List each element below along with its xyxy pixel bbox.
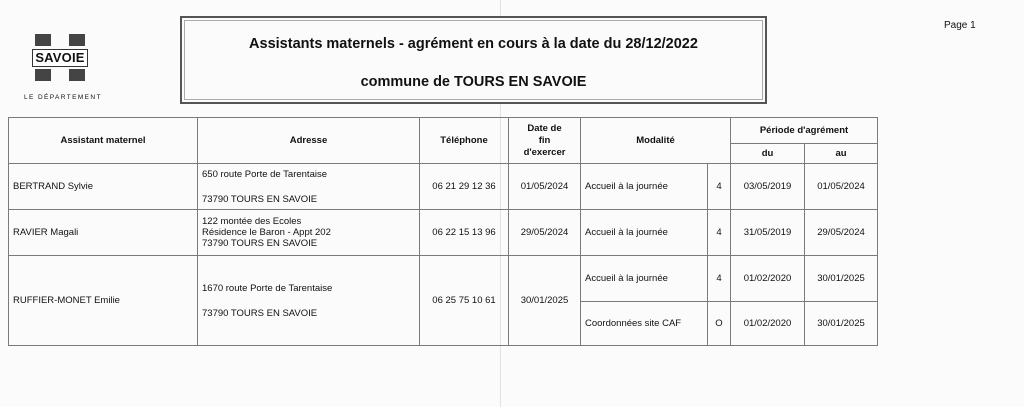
header-end-date-line: fin xyxy=(538,134,551,146)
assistant-address xyxy=(198,256,420,346)
assistant-name: BERTRAND Sylvie xyxy=(9,164,198,210)
assistants-table xyxy=(8,117,878,346)
logo-square xyxy=(35,69,51,81)
period-to: 30/01/2025 xyxy=(805,302,878,346)
modality-count: 4 xyxy=(708,210,731,256)
header-end-date xyxy=(509,118,581,164)
document-title: Assistants maternels - agrément en cours à la date du 28/12/2022 xyxy=(249,36,698,52)
table-header-row xyxy=(9,118,878,144)
page-number: Page 1 xyxy=(944,20,976,31)
logo-wordmark: SAVOIE xyxy=(32,49,88,67)
address-line: 73790 TOURS EN SAVOIE xyxy=(202,238,318,249)
document-subtitle: commune de TOURS EN SAVOIE xyxy=(360,74,587,90)
logo-square xyxy=(69,69,85,81)
modality-count: 4 xyxy=(708,164,731,210)
period-from: 01/02/2020 xyxy=(731,256,805,302)
assistant-address xyxy=(198,164,420,210)
table-row xyxy=(9,256,878,302)
header-end-date-line: d'exercer xyxy=(523,146,566,158)
logo-square xyxy=(69,34,85,46)
period-to: 01/05/2024 xyxy=(805,164,878,210)
savoie-logo xyxy=(26,34,102,104)
address-line: Résidence le Baron - Appt 202 xyxy=(202,227,331,238)
header-end-date-line: Date de xyxy=(527,122,562,134)
modality-label: Accueil à la journée xyxy=(581,164,708,210)
logo-subtitle: LE DÉPARTEMENT xyxy=(24,94,102,101)
modality-label: Accueil à la journée xyxy=(581,256,708,302)
table-row xyxy=(9,210,878,256)
logo-square xyxy=(35,34,51,46)
modality-count: 4 xyxy=(708,256,731,302)
end-date: 30/01/2025 xyxy=(509,256,581,346)
modality-count: O xyxy=(708,302,731,346)
assistant-address xyxy=(198,210,420,256)
header-period-from: du xyxy=(731,144,805,164)
assistant-phone: 06 25 75 10 61 xyxy=(420,256,509,346)
header-assistant: Assistant maternel xyxy=(9,118,198,164)
address-line: 122 montée des Ecoles xyxy=(202,216,302,227)
header-modality: Modalité xyxy=(581,118,731,164)
header-period-to: au xyxy=(805,144,878,164)
table-row xyxy=(9,164,878,210)
assistant-phone: 06 22 15 13 96 xyxy=(420,210,509,256)
period-to: 30/01/2025 xyxy=(805,256,878,302)
address-line: 73790 TOURS EN SAVOIE xyxy=(202,307,318,319)
header-address: Adresse xyxy=(198,118,420,164)
period-from: 03/05/2019 xyxy=(731,164,805,210)
address-line: 650 route Porte de Tarentaise xyxy=(202,168,327,180)
modality-label: Accueil à la journée xyxy=(581,210,708,256)
title-box xyxy=(180,16,767,104)
modality-label: Coordonnées site CAF xyxy=(581,302,708,346)
end-date: 01/05/2024 xyxy=(509,164,581,210)
assistant-name: RUFFIER-MONET Emilie xyxy=(9,256,198,346)
header-period: Période d'agrément xyxy=(731,118,878,144)
address-line: 73790 TOURS EN SAVOIE xyxy=(202,193,318,205)
period-from: 01/02/2020 xyxy=(731,302,805,346)
assistant-phone: 06 21 29 12 36 xyxy=(420,164,509,210)
period-from: 31/05/2019 xyxy=(731,210,805,256)
assistant-name: RAVIER Magali xyxy=(9,210,198,256)
period-to: 29/05/2024 xyxy=(805,210,878,256)
address-line: 1670 route Porte de Tarentaise xyxy=(202,282,333,294)
header-phone: Téléphone xyxy=(420,118,509,164)
end-date: 29/05/2024 xyxy=(509,210,581,256)
